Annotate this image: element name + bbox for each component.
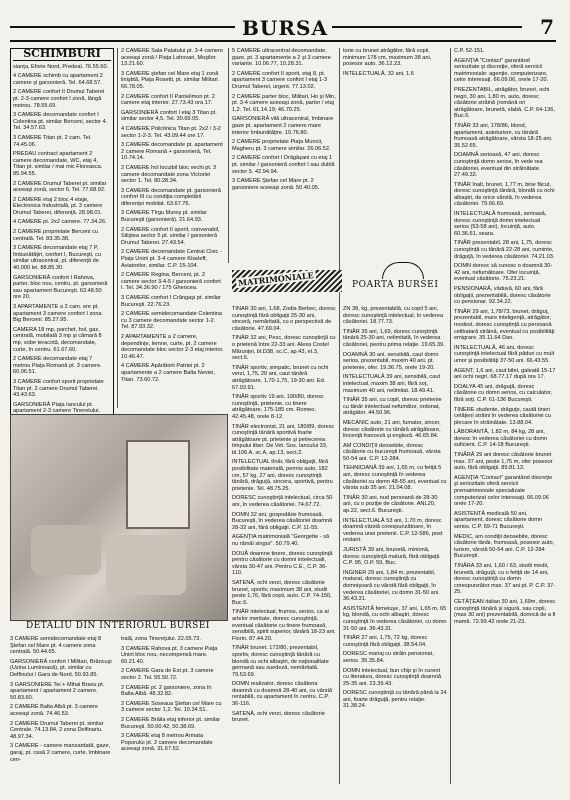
classified-ad: DORESC mariaj cu străin pensionat, serios. 35.35.84.	[343, 651, 434, 664]
classified-ad: TINĂR 29 ani, 1,78/73, brunet, drăguţ, prezentabil, mare inteligenţă, atrăgător, modest, doresc cunoştinţă cu persoană celibatară străină, eventual cu posibilităţi emigrare. 35.11.64 Dan.	[454, 308, 555, 342]
ad-list	[343, 306, 447, 710]
photo-furniture	[31, 525, 101, 575]
classified-ad: 2 CAMERE Soseaua Ştefan cel Mare cu 3 camere sector 1,2. Tel. 10.34.51.	[121, 700, 222, 714]
ad-list	[232, 48, 336, 191]
classified-ad: 2 CAMERE pt. 2 garsoniere, zona în Balta Albă. 48.32.82.	[121, 684, 212, 698]
classified-ad: CAMERA 18 mp, parchet, hol, gaz, centrală, mobilată 3 mp şi cămară 8 mp, sobe teracotă, decomandate, curte, în centru. 61.67.60.	[13, 326, 102, 353]
classified-ad: TINĂR 35 ani, 1,69, doresc cunoştinţă tânără 25-30 ani, nelimitată, în vederea căsătoriei, pentru prima relaţie. 19.65.39.	[343, 328, 445, 348]
classified-ad: 3 APARTAMENTE a 2 cam. ere pt. apartament 3 camere confort I zona Big Berceni. 85.27.95.	[13, 304, 102, 324]
photo-window	[126, 440, 190, 529]
column-3-matrimoniale	[232, 306, 336, 727]
classified-ad: ASISTENTĂ femeiuşe, 37 ani, 1,65 m, 65 kg, blondă, cu ochi albaştri, doresc cunoştinţă în vederea căsătoriei, cu domn 31-50 ani. 36.43.31.	[343, 605, 447, 632]
classified-ad: ZN 38, kg, prezentabilă, cu copil 5 ani, doresc cunoştinţă intelectual, în vederea căsătoriei. 18.77.73.	[343, 306, 444, 326]
ad-list	[454, 48, 556, 625]
classified-ad: AGENŢIA "Contact" garantând seriozitate şi discreţie, oferă servicii matrimoniale: agenţie, computerizare, celor interesaţi. 66.09.06, orele 17-20.	[454, 57, 549, 84]
classified-ad: 2 CAMERE Balta Albă pt. 3 camere aceeaşi zonă. 74.46.53.	[10, 704, 98, 717]
classified-ad: 3 CAMERE Ştefan cel Mare pt. 2 garsoniere aceeaşi zonă. 50.40.05.	[232, 178, 320, 191]
classified-ad: TINERE studente, drăguţe, caută tineri cetăţeni străini în vederea căsătoriei cu plecare în străinătate. 13.88.04.	[454, 406, 552, 426]
classified-ad: JURISTĂ 39 ani, brunetă, minionă, doresc cunoştinţă matură, fără obligaţii. C.P. 95, O.P. 59, Buc.	[343, 547, 441, 567]
classified-ad: 2 CAMERE confort II Drumul Taberei pt. 2-3 camere confort I zonă, lângă metrou. 78.55.69.	[13, 89, 105, 109]
classified-ad: 4 CAMERE schimb cu apartament 2 camere şi garsonieră. Tel. 64.68.57.	[13, 73, 103, 86]
classified-ad: AM CONDIŢII deosebite, doresc căsătorie cu bucureşti frumoasă, vârsta 50-54 ani. C.P. 12-284.	[343, 442, 441, 462]
classified-ad: DOAMNĂ serioasă, 47 ani, doresc cunoştinţă domn serios, în vede rea căsătoriei, eventual din străinătate. 27.49.32.	[454, 152, 543, 179]
column-divider	[339, 48, 340, 784]
newspaper-page	[10, 14, 556, 790]
classified-ad: AGENŢIA "Contact" garantând discreţie şi seriozitate oferă servicii prematrimoniale specializate computerizat celor interesaţi. 66.09.06 orele 17-20.	[454, 474, 553, 508]
classified-ad: TINĂR sportiv, simpatic, brunet cu ochi verzi, 1,75, 20 ani, caut tânără atrăgătoare, 1,70-1,75, 19-30 ani. Ed. 67.93.91.	[232, 364, 329, 391]
ad-list	[13, 64, 111, 422]
classified-ad: 2 CAMERE Brâila etaj inferior pt. similar Bucureşti. 50.00.42, 50.38.69.	[121, 716, 221, 730]
classified-ad: TINĂRA 33 ani, 1,60 / 63, studii medii, brunetă, drăguţă, cu o fetiţă de 14 ani, doresc cunoştinţă cu domn corespunzător max. 37 ani pt. P. C.P. 37-25.	[454, 562, 556, 596]
schimburi-section	[10, 48, 114, 428]
classified-ad: 3 CAMERE Tîrgu Mureş pt. similar Bucureşti (garsonieră). 21.64.93.	[121, 210, 207, 224]
classified-ad: 3 CAMERE ştefan cel Mare etaj 1 zonă liniştită, Piaţa Rosetti, pt. similar Militari. 66.78.05.	[121, 70, 220, 90]
column-3	[232, 48, 336, 194]
classified-ad: TINĂRĂ 29 ani doresc căsătorie brunet max. 37 ani, peste 1,75 m, ofer posesor auto, fără obligaţii. 89.81.13.	[454, 452, 553, 472]
classified-ad: 2 CAMERE confort II Pantelimon pt. 2 camere etaj interior. 27.73.43 ora 17.	[121, 93, 215, 107]
classified-ad: TINĂR electronist, 21 ani, 180/89, doresc cunoştinţă tânără sportivă foarte atrăgătoare pt. prietenie şi petrecerea timpului liber. De Vet. Sos. Iancului 33, bl.106 A, sc.A, ap.13, sect.2.	[232, 423, 335, 456]
masthead-title: BURSA	[240, 16, 330, 40]
classified-ad: ASISTENTĂ medicală 50 ani, apartament, doresc căsătorie domn serios. C.P. 69-71 Bucureşti.	[454, 510, 542, 530]
classified-ad: 2 CAMERE proprietate Berceni cu centrală. Tel. 83.35.38.	[13, 229, 98, 242]
classified-ad: GARSONIERĂ vilă ultracentral, îmbinare gaze pt. apartament 2 camere mare interior îmbunătăţire. 10.76.80.	[232, 116, 334, 136]
section-title: SCHIMBURI	[13, 51, 111, 61]
column-2	[121, 48, 225, 386]
classified-ad: TINĂR sportiv 19 ani, 190/80, doresc cunoştinţă, prietenie, cu tinere atrăgătoare, 175-185 cm. Romeo. 42.45.48, orele 8-12.	[232, 394, 324, 420]
classified-ad: 3 CAMERE - camere mansardată, gaze, garaj, pt. casă 2 camere, curte, îmbinare cen-	[10, 743, 111, 763]
matrimoniale-banner	[232, 262, 447, 302]
classified-ad: 2 CAMERE Gara de Est pt. 3 camere sector 2. Tel. 55.50.72.	[121, 668, 214, 681]
classified-ad: INTELECTUALĂ, 46 ani, doresc cunoştinţă intelectual fără păduri cu mult umor şi posibilităţi 37-50 ani. 66.43.55.	[454, 344, 555, 364]
column-4-matrimoniale	[343, 306, 447, 713]
lower-column-1	[10, 636, 114, 766]
classified-ad: LĂBORANTĂ, 1,82 m, 84 kg, 28 ani, doresc în vederea căsătoriei cu domn suficient. C.P. 14-18 Bucureşti.	[454, 429, 548, 449]
classified-ad: PREZENTABIL, atrăgător, brunet, ochi negri, 30 ani, 1,80 m, auto, doresc căsătorie străină (română ori atrăgătoare, brunetă, slabă. C.P. 64-136, Buc.6.	[454, 86, 555, 120]
classified-ad: 2 CAMERE Regina, Berceni, pt. 2 camere sector 3-4-5 / garsonieră confort I. Tel. 34.36.90 / 175 Ghencea.	[121, 272, 221, 292]
classified-ad: TINĂR intelectual, frumos, serios, ca al artelor meritate, doresc cunoştinţă, eventual căsătorie cu tinere frumoasă, sensibilă, spirit superior, tânără 18-23 ani. Florin. 87.44.20.	[232, 609, 336, 642]
classified-ad: TINĂR 32 ani, Pesc, doresc cunoştinţă cu o prietenă între 22-33 ani. Alexa Costel Mărunţei, bl.D38, sc.C, ap.43, et.3, sect.6.	[232, 335, 336, 362]
classified-ad: 2 CAMERE decomandate etaj 7 metrou Piaţa Romană pt. 3 camere. 60.96.51.	[13, 356, 102, 376]
classified-ad: 2 CAMERE Drumul Taberei pt. similar Centrale. 74.13.84, 2 zona Delfinariu. 48.97.34.	[10, 720, 104, 740]
page-header	[10, 14, 556, 42]
classified-ad: DOUĂ doamne tinere, doresc cunoştinţă pentru căsătorie cu domni intelectuali, vârsta 30-47 ani. Pentru C.E., C.P. 36-110.	[232, 550, 333, 577]
classified-ad: INTELECTUALĂ 53 ani, 1.70 m, doresc doamnă vârstă corespunzătoare, în vederea unei prietenii. C.P. 12-586, post restant.	[343, 517, 443, 544]
ad-list	[232, 306, 336, 724]
classified-ad: DOALYA 45 ani, drăguţă, doresc căsătorie cu domn serios, cu calculator, fără soţi. C.P. 61-136 Bucureşti.	[454, 383, 552, 403]
column-divider	[450, 48, 451, 784]
photo-furniture	[106, 535, 186, 595]
classified-ad: 3 CAMERE Titan pt. 2 cam. Tel. 74.45.06.	[13, 134, 92, 148]
classified-ad: DORESC cunoştinţă intelectual, circa 50 ani, în vederea căsătoriei. 74.67.72.	[232, 495, 333, 509]
column-4	[343, 48, 447, 80]
classified-ad: trală, zona Tinereţului. 22.05.73.	[121, 636, 201, 642]
classified-ad: 3 CAMERE confort I Crângaşi pt. similar Bucureşti. 22.76.23.	[121, 295, 221, 308]
ad-list	[121, 636, 225, 753]
classified-ad: 2 CAMERE confort I Drăgăşani cu etaj 1 pt. similar / garsonieră confort I sau dublă sector 5. 42.94.94.	[232, 155, 335, 175]
column-divider	[117, 48, 118, 408]
classified-ad: AGENT, 1,6 ani, caut bilet, galeată 15-17 ani ochi negri. 68.77.17 după ora 17.	[454, 367, 556, 381]
column-divider	[228, 48, 229, 263]
classified-ad: 4 CAMERE pt. 2x2 camere. 77.34.26.	[13, 219, 107, 226]
header-rule-left	[10, 26, 235, 28]
classified-ad: 4 CAMERE Policlinica Titan pt. 2x2 / 3-2 sector 1-2-3. Tel. 43.09.44 ore 17.	[121, 125, 221, 139]
classified-ad: SATENĂ, ochi verzi, doresc căsătorie brunet, sportiv, maximum 38 ani, studii peste 1,76, fără copii, auto. C.P. 74-150, Buc.6.	[232, 579, 332, 606]
classified-ad: 3 CAMERE decomandate pt. apartament 2 camere Romană + garsonieră, Tel. 10.74.14.	[121, 142, 223, 162]
ad-list	[343, 48, 447, 77]
classified-ad: CETĂŢEAN italian 30 ani, 1,69m, doresc cunoştinţă tânără şi sigură, sau copii, (max 30 ani) prezentabilă, dornică de a fi mamă. 72.99.42 orele 21-23.	[454, 598, 556, 625]
classified-ad: TEHNICIANĂ 39 ani, 1,65 m, cu fetiţă 5 ani, doresc cunoştinţă în vederea căsătoriei cu domn 48-55 ani, eventual cu vârsta sub 35 ani. 21.04.08.	[343, 465, 447, 492]
ad-list	[10, 636, 114, 763]
classified-ad: 2 CAMERE proprietate Piaţa Muncii, Magheru pt. 3 camere similar. 26.06.52.	[232, 139, 331, 152]
classified-ad: GARSONIERĂ confort I Militari, Brâncuşi (Uzina Luminoasă), pt. similar cu Delfinului / Gara de Nord. 50.93.85.	[10, 658, 112, 678]
classified-ad: 2 CAMERE parter bloc, Militari, Ho şi Min, pt. 3-4 camere aceeaşi zonă, parter / etaj 1,2. Tel. 61.14.19; 46.70.25.	[232, 93, 336, 113]
classified-ad: 2 CAMERE decomandate Central Civic - Piaţa Unirii pt. 3-4 camere Kiseleff, Aviatorilor, similar. C.P. 15-104.	[121, 249, 222, 269]
classified-ad: 2 CAMERE confort II sporit, convenabil, Siliştea sector 5 pt. similar / garsonieră Drumul Taberei. 27.43.54.	[121, 226, 220, 246]
banner-label: MATRIMONIALE	[237, 270, 315, 288]
classified-ad: torie cu brunet atrăgător, fără copii, minimum 178 cm, maximum 38 ani, posesor auto. 36.12.23.	[343, 48, 432, 68]
classified-ad: PENSIONARĂ, văduvă, 60 ani, fără obligaţii, prezentabilă, doresc căsătorie cu pensionar. 92.34.22.	[454, 286, 551, 306]
classified-ad: PREDAU contract apartament 2 camere decomandate, WC, etaj 4, Titan pt. similar / mai mic Floreasca. 85.94.55.	[13, 151, 103, 177]
classified-ad: TINĂR 35 ani, cu copil, doresc prietenie cu tânăr intelectual nefumător, ordonat, atrăgător. 44.50.96.	[343, 397, 442, 417]
column-1	[10, 48, 114, 432]
classified-ad: 3 GARSONIERE Tei + Mihai Bravu pt. apartament / apartament 2 camere. 50.83.60.	[10, 681, 105, 701]
classified-ad: 4 CAMERE Apărătorii Patriei pt. 2 apartamente a 2 camere Balta Neviei, Titan. 73.60.72.	[121, 363, 215, 383]
classified-ad: GARSONIERĂ confort I Rahova, parter, bloc nou, centru, pt. garsonieră sau apartament Bucureşti. 63.48.50 ore 20.	[13, 274, 108, 301]
classified-ad: 2 CAMERE semidecomandate Colentina cu 3 camere decomandate sector 1-2. Tel. 87.93.32.	[121, 311, 223, 331]
classified-ad: 3 CAMERE semidecomandate etaj 8 Ştefan cel Mare pt. 4 camere zona centrală. 50.44.65.	[10, 636, 102, 656]
gate-arch-icon	[382, 262, 424, 279]
classified-ad: DORESC cunoştinţă cu tânără până la 24 ani, foarte drăguţă, pentru relaţie. 31.38.24.	[343, 690, 447, 710]
classified-ad: SATENĂ, ochi verzi, doresc căsătorie brunet.	[232, 710, 325, 724]
interior-photo	[10, 414, 228, 621]
classified-ad: INTELECTUALĂ, 32 ani, 1.6	[343, 70, 414, 77]
classified-ad: DOAMNĂ 30 ani, sensibilă, caut domn serios, prezentabil, maxim 40 ani, pt. prietenie, ofer. 19.36.75, orele 19-20.	[343, 351, 439, 371]
classified-ad: DOMN doresc să cunosc o doamnă 30-42 ani, nefumătoare. Ofer locuinţă, eventual căsătorie. 75.23.21.	[454, 263, 553, 283]
classified-ad: 2 CAMERE confort II sporit, etaj 8, pt. apartament 3 camere confort I etaj 1-3 Drumul Taberei, urgent. 77.13.02.	[232, 70, 328, 90]
classified-ad: 3 CAMERE decomandate pt. garsonieră confort III cu condiţia completării diferenţei mobilat. 63.67.76.	[121, 187, 221, 207]
classified-ad: TINĂR înalt, brunet, 1,77 m, bine făcut, doresc cunoştinţă tânără, blondă cu ochi albaştri, de orice vârstă, în vederea căsătoriei. 79.66.69.	[454, 181, 555, 208]
classified-ad: TINĂR prezentabil, 28 ani, 1,75, doresc cunoştinţă cu tânără 22-28 ani, cuminte, drăguţă, în vederea căsătoriei. 74.21.03.	[454, 240, 555, 260]
classified-ad: GARSONIERĂ confort I etaj 3 Titan pt. similar sector 4,5. Tel. 30.69.05.	[121, 109, 217, 123]
classified-ad: AGENŢIA matrimonială "Georgette - să nu rămâi singur". 50.79.40.	[232, 534, 330, 547]
ad-list	[121, 48, 225, 383]
classified-ad: 2 APARTAMENTE a 2 camere, dependinţe, lemne, curte, pt. 2 camere decomandate bloc sector 2-3 etaj interior. 10.46.47.	[121, 333, 224, 360]
classified-ad: sianţa, Eforie Nord, Predeal. 76.55.60.	[13, 63, 109, 70]
classified-ad: 3 CAMERE Rahova pt. 3 camere Piaţa Unirii bloc nou, necompensă mare. 60.21.40.	[121, 645, 218, 665]
classified-ad: 3 CAMERE decomandate confort I Colentina pt. similar Berceni, sector 4. Tel. 34.57.63.	[13, 112, 108, 132]
classified-ad: DOMN realizator, doresc căsătoria doamnă cu doamnă 28-40 ani, cu vârstă rentabilă, cu apartament în centru. C.P. 36-116.	[232, 681, 333, 708]
lower-column-2	[121, 636, 225, 756]
classified-ad: TINĂR 30 ani, nud persoană de 28-30 ani, cu o poziţie de căsătorie. ANL20, ap.22, sect.6. Bucureşti.	[343, 494, 438, 515]
column-5	[454, 48, 556, 628]
classified-ad: MEDIC, am condiţii deosebite, doresc căsătorie tânăr, frumoasă, posesor auto, turism, vârstă 50-54 ani. C.P. 12-284 Bucureşti.	[454, 533, 555, 560]
classified-ad: INTELECTUAL tînăr, fără obligaţii, fără posibilitate materială, permis auto, 182 cm, 57 kg, 27 ani, doresc cunoştinţă tânără, drăguţă, sincera, sportivă, pentru prietenie. Tel. 48.75.25.	[232, 459, 333, 492]
classified-ad: 2 CAMERE hol locuibil bloc vechi pt. 3 camere decomandate zona Victoriei sector 1. Tel. 80.28.34.	[121, 164, 217, 185]
classified-ad: DOMN 32 ani, gospodărie frumoasă, Bucureşti, în vederea căsătoriei doamnă 28-32 ani, fără obligaţii. C.P. 11-55.	[232, 511, 333, 531]
classified-ad: 2 CAMERE etaj 2 bloc 4 etaje, Electronica Industrială, pt. 3 camere Drumul Taberei, diferenţă. 28.98.01.	[13, 196, 103, 216]
poarta-bursei-heading: POARTA BURSEI	[352, 280, 439, 290]
classified-ad: C.P. 52-151.	[454, 48, 485, 54]
header-rule-right	[332, 26, 522, 28]
classified-ad: 2 CAMERE Drumul Taberei pt. similar aceeaşi zonă, sector 6. Tel. 77.68.92.	[13, 180, 107, 194]
classified-ad: 3 CAMERE confort sporit proprietate Titan pt. 2 camere Drumul Taberei. 43.43.63.	[13, 378, 104, 399]
classified-ad: MECANIC auto, 21 ani, fumator, sincer, doresc căsătorie cu tânără atrăgătoare, lincenţă franceză şi engleză. 46.65.84.	[343, 419, 441, 440]
classified-ad: 2 CAMERE Sala Palatului pt. 3-4 camere aceeaşi zonă / Piaţa Lahovari, Moşilor. 13.21.60.	[121, 48, 223, 68]
classified-ad: TINĂR brunet, 172/80, prezentabil, sportiv, doresc cunoştinţă tânără cu blondă cu ochi albaştri, de naţionalitate germană sau suedeză, nemăritată. 79.53.69.	[232, 645, 329, 678]
classified-ad: 3 CAMERE decomandate etaj 7 P, îmbunătăţiri, confort I, Bucureşti, cu similar ultracentral, pt. diferenţă de 40.000 lei. 88.85.30.	[13, 245, 101, 272]
classified-ad: TINĂR 27 ani, 1,75, 72 kg, doresc cunoştinţă fără obligaţii. 38.54.04.	[343, 635, 428, 648]
page-number: 7	[540, 15, 554, 39]
classified-ad: 5 CAMERE ultracentral decomandate, gaze, pt. 3 apartamente a 2 şi 3 camere variante. 10.06.77, 10.28.31.	[232, 48, 331, 68]
classified-ad: 3 CAMERE etaj 8 metrou Armata Poporului pt. 2 camere decomandate aceeaşi zonă. 31.67.52.	[121, 733, 213, 753]
classified-ad: GARSONIERĂ Piaţa Iancului pt. apartament 2-3 camere Tineretului.	[13, 401, 101, 415]
classified-ad: TINĂR 33 ani, 178/86, blond, apartament, autoturism, cu tânără frumoasă atrăgătoare, vârsta 18-25 ani. 35.52.65.	[454, 122, 553, 149]
classified-ad: INTELECTUALĂ frumoasă, serioasă, doresc cunoştinţă domn intelectual serios (53-58 ani), locuinţă, auto. 60.36.61, seara.	[454, 211, 547, 237]
classified-ad: DOMN intelectual, bun chip şi în curent cu literatura, doresc cunoştinţă doamnă 25-35 ani. 23.39.43.	[343, 667, 441, 687]
classified-ad: INTELECTUALĂ 39 ani, sensibilă, caut intelectual, maxim 38 ani, fără soţ, maximum 40 ani, nelimitat. 18.49.41.	[343, 374, 441, 394]
photo-caption: DETALIU DIN INTERIORUL BURSEI	[26, 621, 210, 631]
classified-ad: INGINER 29 ani, 1,84 m, prezentabil, maturat, doresc cunoştinţă cu domnişoară cu vârstă fără obligaţii, în vederea căsătoriei, cu domn 31-50 ani. 36.43.31.	[343, 569, 440, 603]
classified-ad: TINAR 30 ani, 1,68, Zodia Berbec, doresc cunoştinţă fără obligaţii 25-30 ani, sinceră, nemăritată, cu o perspectivă de căsătorie. 47.69.04.	[232, 306, 336, 332]
